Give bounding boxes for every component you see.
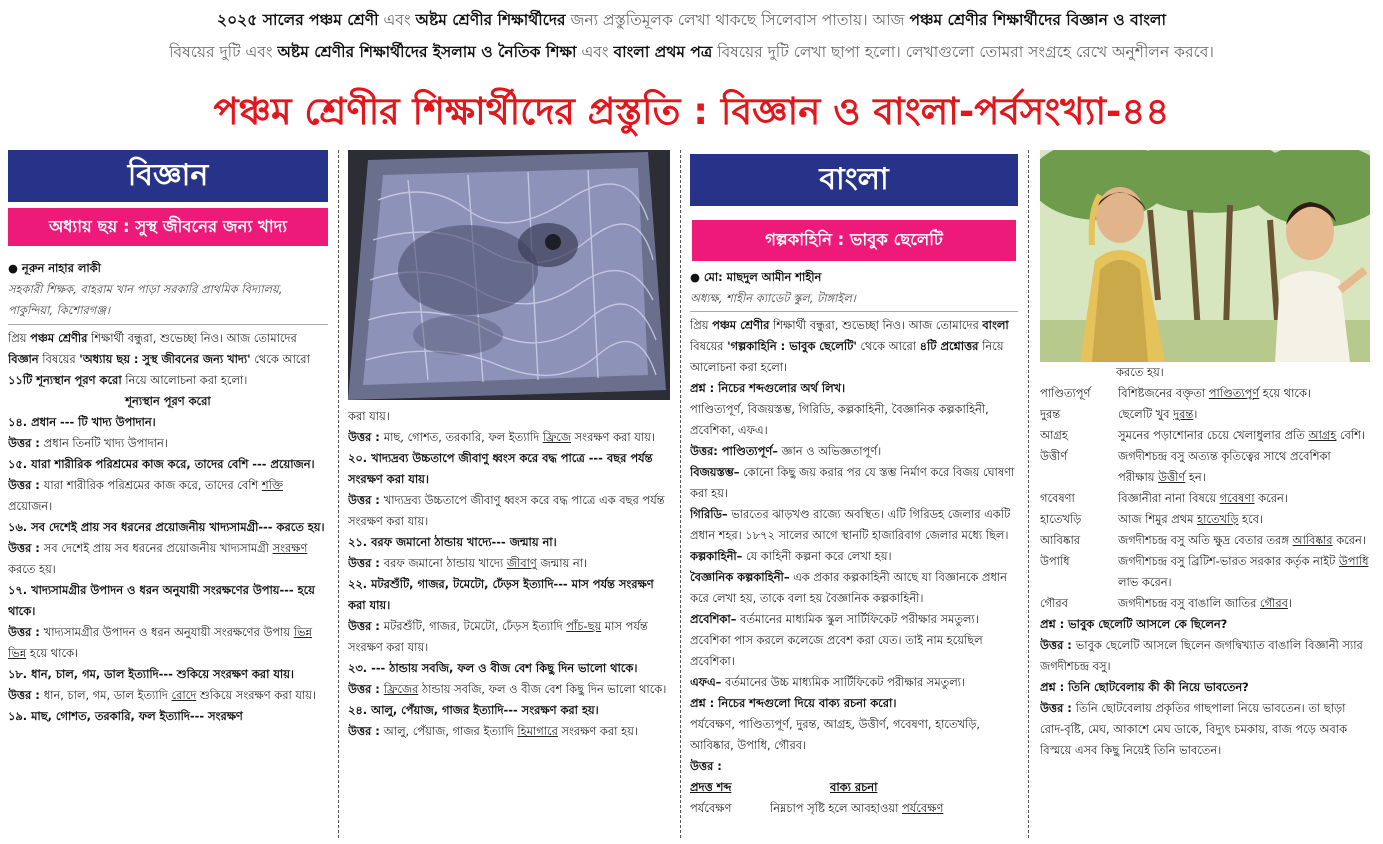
answer bbox=[348, 553, 670, 574]
answer-label: উত্তর : bbox=[1040, 701, 1076, 715]
intro-text: ২০২৫ সালের bbox=[217, 11, 310, 29]
glossary-text: করেন। bbox=[1254, 491, 1288, 505]
answer-text: ফ্রিজের bbox=[383, 682, 419, 696]
intro-text: এবং bbox=[378, 11, 416, 29]
answer-text: ভিন্ন ভিন্ন bbox=[8, 625, 312, 660]
glossary-row bbox=[1040, 509, 1370, 530]
question: ১৫. যারা শারীরিক পরিশ্রমের কাজ করে, তাদের বেশি --- প্রয়োজন। bbox=[8, 457, 315, 471]
intro-text: 'অধ্যায় ছয় : সুস্থ জীবনের জন্য খাদ্য' bbox=[79, 352, 251, 366]
intro-text: বিষয়ের bbox=[690, 339, 728, 353]
intro-text: জন্য প্রস্তুতিমূলক লেখা থাকছে সিলেবাস পাতায়। আজ bbox=[565, 11, 910, 29]
intro-text: ৪টি প্রশ্নোত্তর bbox=[919, 339, 979, 353]
answer-label: উত্তর : bbox=[348, 493, 384, 507]
bangla-chapter-heading: গল্পকাহিনি : ভাবুক ছেলেটি bbox=[692, 220, 1016, 261]
glossary-list bbox=[1040, 383, 1370, 614]
question: ১৭. খাদ্যসামগ্রীর উপাদন ও ধরন অনুযায়ী সংরক্ষণের উপায়--- হয়ে থাকে। bbox=[8, 583, 315, 618]
answer-text: হয়ে থাকে। bbox=[26, 646, 79, 660]
glossary-sentence bbox=[1118, 404, 1370, 425]
answer bbox=[8, 538, 328, 580]
intro-line-1 bbox=[0, 8, 1383, 32]
intro-text: প্রিয় bbox=[8, 331, 31, 345]
glossary-row bbox=[1040, 488, 1370, 509]
bangla-author-name: ● মো: মাছদুল আমীন শাহীন bbox=[690, 270, 822, 284]
answer bbox=[348, 427, 670, 448]
intro-text: এবং bbox=[576, 43, 614, 61]
science-subheading: শূন্যস্থান পূরণ করো bbox=[125, 394, 211, 408]
glossary-sentence bbox=[1118, 446, 1370, 488]
intro-text: থেকে আরো bbox=[250, 352, 310, 366]
glossary-sentence bbox=[1118, 530, 1370, 551]
glossary-row bbox=[1040, 530, 1370, 551]
right-qa-list bbox=[1040, 614, 1370, 761]
bangla-question-2-words: পর্যবেক্ষণ, পাণ্ডিত্যপূর্ণ, দুরন্ত, আগ্রহ, উত্তীর্ণ, গবেষণা, হাতেখড়ি, আবিষ্কার, উপাধি, গৌরব। bbox=[690, 717, 981, 752]
science-qa-list-1 bbox=[8, 412, 328, 706]
answer-label: উত্তর : bbox=[348, 556, 384, 570]
table-row-sentence: নিম্নচাপ সৃষ্টি হলে আবহাওয়া পর্যবেক্ষণ bbox=[770, 801, 944, 815]
answer-text: খাদ্যদ্রব্য উচ্চতাপে জীবাণু ধ্বংস করে বদ্ধ পাত্রে এক বছর পর্যন্ত সংরক্ষণ করা যায়। bbox=[348, 493, 665, 528]
question: ২০. খাদ্যদ্রব্য উচ্চতাপে জীবাণু ধ্বংস করে বদ্ধ পাত্রে --- বছর পর্যন্ত সংরক্ষণ করা যায়। bbox=[348, 451, 653, 486]
glossary-text: জগদীশচন্দ্র বসু বাঙালি জাতির bbox=[1118, 596, 1260, 610]
answer bbox=[348, 679, 670, 700]
answer bbox=[8, 685, 328, 706]
intro-text: পঞ্চম শ্রেণীর bbox=[30, 331, 88, 345]
definition-term: কল্পকাহিনী– bbox=[690, 549, 743, 563]
science-chapter-heading: অধ্যায় ছয় : সুস্থ জীবনের জন্য খাদ্য bbox=[8, 208, 328, 246]
bangla-answer-label: উত্তর : bbox=[690, 759, 722, 773]
glossary-word: উত্তীর্ণ bbox=[1040, 449, 1068, 463]
glossary-sentence bbox=[1118, 488, 1370, 509]
answer-text: মটরশুঁটি, গাজর, টমেটো, ঢেঁড়স ইত্যাদি bbox=[383, 619, 567, 633]
answer-label: উত্তর : bbox=[348, 724, 384, 738]
intro-text: অষ্টম শ্রেণীর শিক্ষার্থীদের bbox=[415, 11, 566, 29]
intro-text: ১১টি শূন্যস্থান পূরণ করো bbox=[8, 373, 122, 387]
answer-text: সব দেশেই প্রায় সব ধরনের প্রয়োজনীয় খাদ্যসামগ্রী bbox=[43, 541, 273, 555]
glossary-text: উত্তীর্ণ bbox=[1158, 470, 1186, 484]
glossary-word: হাতেখড়ি bbox=[1040, 512, 1082, 526]
intro-text: পঞ্চম শ্রেণীর শিক্ষার্থীদের বিজ্ঞান ও বাংলা bbox=[909, 11, 1166, 29]
glossary-word: গবেষণা bbox=[1040, 491, 1075, 505]
bangla-author-desc: অধ্যক্ষ, শাহীন ক্যাডেট স্কুল, টাঙ্গাইল। bbox=[690, 291, 856, 305]
glossary-text: দুরন্ত bbox=[1173, 407, 1194, 421]
column-divider bbox=[1028, 150, 1029, 838]
glossary-word: গৌরব bbox=[1040, 596, 1068, 610]
answer-text: শক্তি bbox=[261, 478, 283, 492]
page-headline: পঞ্চম শ্রেণীর শিক্ষার্থীদের প্রস্তুতি : বিজ্ঞান ও বাংলা-পর্বসংখ্যা-৪৪ bbox=[213, 90, 1170, 133]
glossary-text: বিজ্ঞানীরা নানা বিষয়ে bbox=[1118, 491, 1220, 505]
question: প্রশ্ন : তিনি ছোটবেলায় কী কী নিয়ে ভাবতেন? bbox=[1040, 680, 1249, 694]
intro-text: অষ্টম শ্রেণীর শিক্ষার্থীদের ইসলাম ও নৈতিক শিক্ষা bbox=[277, 43, 577, 61]
answer-text: ফ্রিজে bbox=[542, 430, 572, 444]
table-row bbox=[690, 798, 1018, 819]
intro-text: বাংলা প্রথম পত্র bbox=[613, 43, 713, 61]
intro-text: পঞ্চম শ্রেণী bbox=[309, 11, 379, 29]
science-author-desc: সহকারী শিক্ষক, বাহরাম খান পাড়া সরকারি প্রাথমিক বিদ্যালয়, পাকুন্দিয়া, কিশোরগঞ্জ। bbox=[8, 282, 283, 317]
story-illustration bbox=[1040, 150, 1370, 362]
question: ২১. বরফ জমানো ঠান্ডায় খাদ্যে--- জন্মায় না। bbox=[348, 535, 557, 549]
glossary-text: সুমনের পড়াশোনার চেয়ে খেলাধুলার প্রতি bbox=[1118, 428, 1309, 442]
definition bbox=[690, 609, 1018, 672]
answer-text: জীবাণু bbox=[506, 556, 537, 570]
glossary-row bbox=[1040, 593, 1370, 614]
glossary-text: জগদীশচন্দ্র বসু ব্রিটিশ-ভারত সরকার কর্তৃক নাইট bbox=[1118, 554, 1339, 568]
glossary-text: ছেলেটি খুব bbox=[1118, 407, 1174, 421]
glossary-text: হবে। bbox=[1238, 512, 1264, 526]
answer-text: খাদ্যসামগ্রীর উপাদন ও ধরন অনুযায়ী সংরক্ষণের উপায় bbox=[43, 625, 294, 639]
food-storage-illustration bbox=[348, 150, 670, 400]
intro-text: পঞ্চম শ্রেণীর bbox=[712, 318, 770, 332]
intro-text: শিক্ষার্থী বন্ধুরা, শুভেচ্ছা নিও। আজ তোমাদের bbox=[769, 318, 983, 332]
science-qa-list-2 bbox=[348, 427, 670, 742]
glossary-text: উপাধি bbox=[1338, 554, 1369, 568]
intro-text: নিয়ে আলোচনা করা হলো। bbox=[690, 339, 1004, 374]
definition bbox=[690, 504, 1018, 546]
answer-text: রোদে bbox=[171, 688, 197, 702]
science-question-19: ১৯. মাছ, গোশত, তরকারি, ফল ইত্যাদি--- সংরক্ষণ bbox=[8, 709, 243, 723]
answer-label: উত্তর : bbox=[8, 541, 44, 555]
answer bbox=[348, 490, 670, 532]
intro-text: বিষয়ের দুটি এবং bbox=[169, 43, 278, 61]
definition bbox=[690, 672, 1018, 693]
question: ১৪. প্রধান --- টি খাদ্য উপাদান। bbox=[8, 415, 156, 429]
answer-text: ধান, চাল, গম, ডাল ইত্যাদি bbox=[43, 688, 172, 702]
bangla-definitions bbox=[690, 441, 1018, 693]
food-storage-photo bbox=[348, 150, 670, 400]
answer-text: ভাবুক ছেলেটি আসলে ছিলেন জগদ্বিখ্যাত বাঙালি বিজ্ঞানী স্যার জগদীশচন্দ্র বসু। bbox=[1040, 638, 1363, 673]
bangla-intro-paragraph bbox=[690, 315, 1018, 378]
answer-text: জন্মায় না। bbox=[536, 556, 588, 570]
answer-text: প্রধান তিনটি খাদ্য উপাদান। bbox=[43, 436, 168, 450]
glossary-word: আবিষ্কার bbox=[1040, 533, 1081, 547]
intro-text: বিষয়ের দুটি লেখা ছাপা হলো। লেখাগুলো তোমরা সংগ্রহে রেখে অনুশীলন করবে। bbox=[712, 43, 1214, 61]
glossary-text: । bbox=[1193, 407, 1198, 421]
answer bbox=[8, 475, 328, 517]
intro-text: বাংলা bbox=[982, 318, 1009, 332]
definition-text: ভারতের ঝাড়খণ্ড রাজ্যে অবস্থিত। এটি গিরিডহ জেলার একটি প্রধান শহর। ১৮৭২ সালের আগে স্থানটি হাজারিবাগ জেলার মধ্যে ছিল। bbox=[690, 507, 1011, 542]
answer-text: বরফ জমানো ঠান্ডায় খাদ্যে bbox=[383, 556, 507, 570]
answer-text: প্রয়োজন। bbox=[8, 499, 53, 513]
glossary-text: হাতেখড়ি bbox=[1197, 512, 1239, 526]
question: ১৮. ধান, চাল, গম, ডাল ইত্যাদি--- শুকিয়ে সংরক্ষণ করা যায়। bbox=[8, 667, 294, 681]
glossary-word: দুরন্ত bbox=[1040, 407, 1061, 421]
intro-line-2 bbox=[0, 40, 1383, 64]
question: প্রশ্ন : ভাবুক ছেলেটি আসলে কে ছিলেন? bbox=[1040, 617, 1228, 631]
definition-text: এক প্রকার কল্পকাহিনী আছে যা বিজ্ঞানকে প্রধান করে লেখা হয়, তাকে বলা হয় বৈজ্ঞানিক কল্পকাহিনী। bbox=[690, 570, 1007, 605]
mother-and-boy-illustration bbox=[1040, 150, 1370, 362]
bangla-question-2: প্রশ্ন : নিচের শব্দগুলো দিয়ে বাক্য রচনা করো। bbox=[690, 696, 897, 710]
answer bbox=[8, 433, 328, 454]
definition-term: বিজয়স্তম্ভ– bbox=[690, 465, 740, 479]
answer-text: মাছ, গোশত, তরকারি, ফল ইত্যাদি bbox=[383, 430, 543, 444]
question: ১৬. সব দেশেই প্রায় সব ধরনের প্রয়োজনীয় খাদ্যসামগ্রী--- করতে হয়। bbox=[8, 520, 325, 534]
question: ২২. মটরশুঁটি, গাজর, টমেটো, ঢেঁড়স ইত্যাদি--- মাস পর্যন্ত সংরক্ষণ করা যায়। bbox=[348, 577, 654, 612]
answer-text: সংরক্ষণ করা হয়। bbox=[557, 724, 638, 738]
definition bbox=[690, 546, 1018, 567]
glossary-row bbox=[1040, 383, 1370, 404]
glossary-word: আগ্রহ bbox=[1040, 428, 1068, 442]
glossary-text: হন। bbox=[1185, 470, 1206, 484]
bangla-section-tag: বাংলা bbox=[690, 154, 1018, 206]
definition-text: যে কাহিনী কল্পনা করে লেখা হয়। bbox=[742, 549, 892, 563]
bangla-question-1-words: পাণ্ডিত্যপূর্ণ, বিজয়স্তম্ভ, গিরিডি, কল্পকাহিনী, বৈজ্ঞানিক কল্পকাহিনী, প্রবেশিকা, এফএ। bbox=[690, 402, 989, 437]
glossary-text: গবেষণা bbox=[1219, 491, 1255, 505]
answer bbox=[1040, 635, 1370, 677]
definition-term: উত্তর: পাণ্ডিত্যপূর্ণ– bbox=[690, 444, 778, 458]
glossary-continuation: করতে হয়। bbox=[1116, 365, 1164, 379]
glossary-text: গৌরব bbox=[1259, 596, 1288, 610]
glossary-sentence bbox=[1118, 425, 1370, 446]
bangla-question-1: প্রশ্ন : নিচের শব্দগুলোর অর্থ লিখ। bbox=[690, 381, 846, 395]
glossary-sentence bbox=[1118, 509, 1370, 530]
definition-text: কোনো কিছু জয় করার পর যে স্তম্ভ নির্মাণ করে বিজয় ঘোষণা করা হয়। bbox=[690, 465, 1015, 500]
answer-text: আলু, পেঁয়াজ, গাজর ইত্যাদি bbox=[383, 724, 518, 738]
glossary-text: জগদীশচন্দ্র বসু অত্যন্ত কৃতিত্বের সাথে প্রবেশিকা পরীক্ষায় bbox=[1118, 449, 1331, 484]
answer-text: সংরক্ষণ bbox=[272, 541, 308, 555]
answer-label: উত্তর : bbox=[8, 436, 44, 450]
glossary-text: হয়ে থাকে। bbox=[1259, 386, 1311, 400]
glossary-text: আবিষ্কার bbox=[1292, 533, 1333, 547]
definition bbox=[690, 462, 1018, 504]
answer-label: উত্তর : bbox=[348, 619, 384, 633]
answer-text: সংরক্ষণ করা যায়। bbox=[571, 430, 655, 444]
glossary-sentence bbox=[1118, 551, 1370, 593]
science-intro-paragraph bbox=[8, 328, 328, 391]
intro-text: বিষয়ের bbox=[38, 352, 80, 366]
glossary-row bbox=[1040, 551, 1370, 593]
glossary-sentence bbox=[1118, 383, 1370, 404]
question: ২৪. আলু, পেঁয়াজ, গাজর ইত্যাদি--- সংরক্ষণ করা হয়। bbox=[348, 703, 599, 717]
definition-term: এফএ– bbox=[690, 675, 722, 689]
science-author-name: ● নূরুন নাহার লাকী bbox=[8, 261, 101, 275]
glossary-text: লাভ করেন। bbox=[1118, 575, 1172, 589]
answer bbox=[348, 721, 670, 742]
definition-text: জ্ঞান ও অভিজ্ঞতাপূর্ণ। bbox=[777, 444, 882, 458]
intro-text: নিয়ে আলোচনা করা হলো। bbox=[121, 373, 248, 387]
answer bbox=[348, 616, 670, 658]
glossary-text: আগ্রহ bbox=[1308, 428, 1337, 442]
definition-term: বৈজ্ঞানিক কল্পকাহিনী– bbox=[690, 570, 790, 584]
glossary-text: বেশি। bbox=[1336, 428, 1365, 442]
answer-text: মাস পর্যন্ত সংরক্ষণ করা যায়। bbox=[348, 619, 648, 654]
answer-label: উত্তর : bbox=[348, 682, 384, 696]
definition-term: প্রবেশিকা– bbox=[690, 612, 737, 626]
intro-text: শিক্ষার্থী বন্ধুরা, শুভেচ্ছা নিও। আজ তোমাদের bbox=[87, 331, 297, 345]
glossary-text: আজ শিমুর প্রথম bbox=[1118, 512, 1198, 526]
answer-text: তিনি ছোটবেলায় প্রকৃতির গাছপালা নিয়ে ভাবতেন। তা ছাড়া রোদ-বৃষ্টি, মেঘ, আকাশে মেঘ ডাকে, বিদ্যুৎ চমকায়, বাজ পড়ে অবাক বিস্ময়ে এসব কিছু নিয়েই তিনি ভাবতেন। bbox=[1040, 701, 1348, 757]
glossary-text: করেন। bbox=[1332, 533, 1366, 547]
question: ২৩. --- ঠান্ডায় সবজি, ফল ও বীজ বেশ কিছু দিন ভালো থাকে। bbox=[348, 661, 638, 675]
column-divider bbox=[338, 150, 339, 838]
answer-text: শুকিয়ে সংরক্ষণ করা যায়। bbox=[196, 688, 317, 702]
science-column bbox=[8, 150, 328, 840]
answer bbox=[1040, 698, 1370, 761]
glossary-row bbox=[1040, 404, 1370, 425]
science-section-tag: বিজ্ঞান bbox=[8, 150, 328, 202]
glossary-text: বিশিষ্টজনের বক্তৃতা bbox=[1118, 386, 1209, 400]
answer-text: হিমাগারে bbox=[517, 724, 558, 738]
answer-text: পাঁচ-ছয় bbox=[566, 619, 602, 633]
definition bbox=[690, 567, 1018, 609]
intro-text: প্রিয় bbox=[690, 318, 713, 332]
glossary-text: জগদীশচন্দ্র বসু অতি ক্ষুদ্র বেতার তরঙ্গ bbox=[1118, 533, 1293, 547]
column-divider bbox=[680, 150, 681, 838]
answer bbox=[8, 622, 328, 664]
answer-label: উত্তর : bbox=[1040, 638, 1076, 652]
bangla-column bbox=[690, 150, 1018, 840]
answer-text: যারা শারীরিক পরিশ্রমের কাজ করে, তাদের বেশি bbox=[43, 478, 262, 492]
definition-text: বর্তমানের উচ্চ মাধ্যমিক সার্টিফিকেট পরীক্ষার সমতুল্য। bbox=[721, 675, 966, 689]
glossary-text: পাণ্ডিত্যপূর্ণ bbox=[1208, 386, 1260, 400]
glossary-row bbox=[1040, 425, 1370, 446]
answer-label: উত্তর : bbox=[8, 478, 44, 492]
intro-text: বিজ্ঞান bbox=[8, 352, 39, 366]
answer-text: ঠান্ডায় সবজি, ফল ও বীজ বেশ কিছু দিন ভালো থাকে। bbox=[418, 682, 667, 696]
answer-label: উত্তর : bbox=[8, 625, 44, 639]
bangla-continued-column bbox=[1040, 150, 1370, 840]
answer-text: করতে হয়। bbox=[8, 562, 56, 576]
definition-text: বর্তমানের মাধ্যমিক স্কুল সার্টিফিকেট পরীক্ষার সমতুল্য। প্রবেশিকা পাস করলে কলেজে প্রবেশ করা যেত। তাই নাম হয়েছিল প্রবেশিকা। bbox=[690, 612, 983, 668]
intro-text: থেকে আরো bbox=[856, 339, 920, 353]
answer-label: উত্তর : bbox=[8, 688, 44, 702]
glossary-row bbox=[1040, 446, 1370, 488]
definition bbox=[690, 441, 1018, 462]
table-row-word: পর্যবেক্ষণ bbox=[690, 801, 732, 815]
intro-text: 'গল্পকাহিনি : ভাবুক ছেলেটি' bbox=[727, 339, 857, 353]
table-header-sentence: বাক্য রচনা bbox=[830, 780, 878, 794]
table-header bbox=[690, 777, 1018, 798]
definition-term: গিরিডি– bbox=[690, 507, 728, 521]
science-continued-column bbox=[348, 150, 670, 840]
answer-label: উত্তর : bbox=[348, 430, 384, 444]
glossary-word: উপাধি bbox=[1040, 554, 1070, 568]
science-continuation: করা যায়। bbox=[348, 409, 390, 423]
glossary-text: । bbox=[1287, 596, 1292, 610]
glossary-sentence bbox=[1118, 593, 1370, 614]
table-header-word: প্রদত্ত শব্দ bbox=[690, 780, 732, 794]
glossary-word: পাণ্ডিত্যপূর্ণ bbox=[1040, 386, 1091, 400]
